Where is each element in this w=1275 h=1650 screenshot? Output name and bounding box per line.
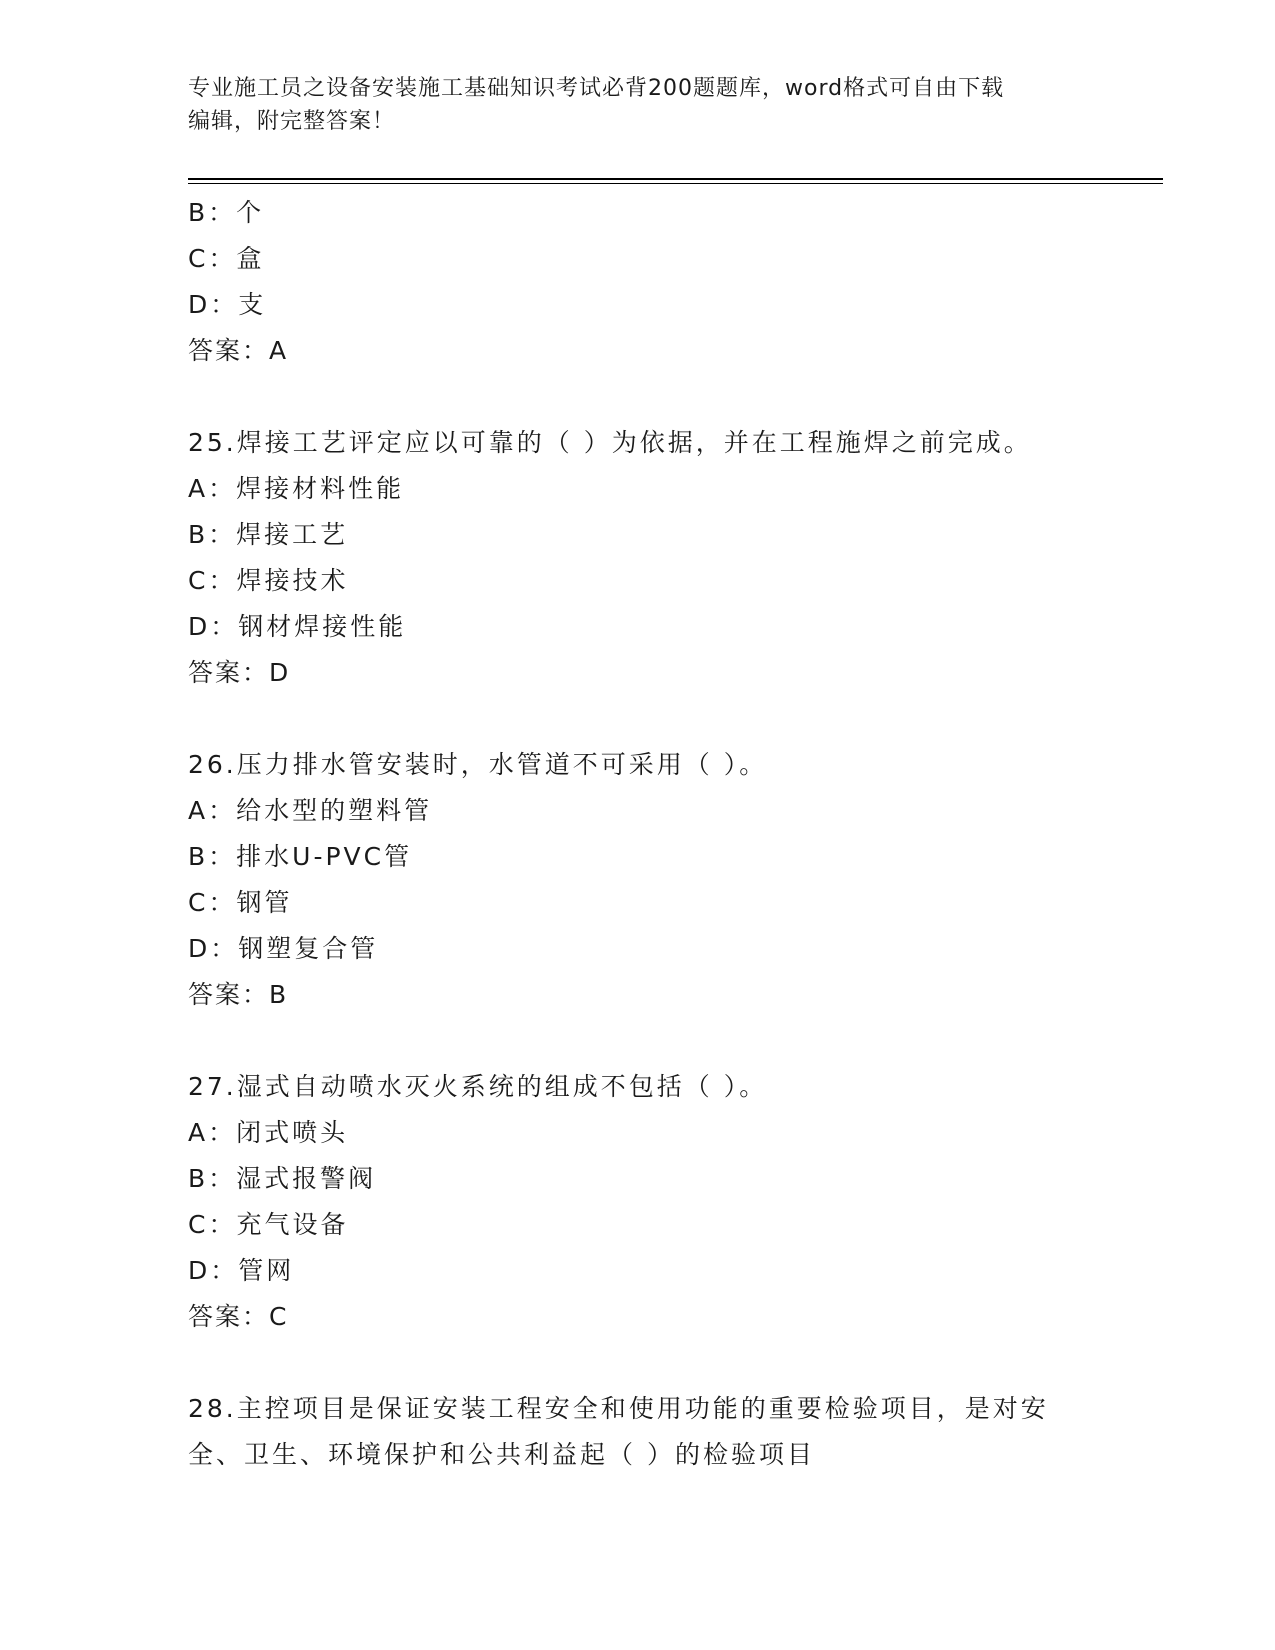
option-d: D：钢材焊接性能 (188, 612, 407, 641)
option-b: B：排水U-PVC管 (188, 842, 413, 871)
question-text: 27.湿式自动喷水灭火系统的组成不包括（ ）。 (188, 1072, 768, 1101)
option-b: B：个 (188, 198, 265, 227)
option-b: B：焊接工艺 (188, 520, 349, 549)
question-25 (188, 420, 1163, 696)
header-title-line-1: 专业施工员之设备安装施工基础知识考试必背200题题库，word格式可自由下载 (188, 76, 1005, 101)
option-b: B：湿式报警阀 (188, 1164, 377, 1193)
option-d: D：钢塑复合管 (188, 934, 379, 963)
header-title-line-2: 编辑，附完整答案！ (188, 109, 396, 134)
spacer (188, 1018, 1163, 1064)
document-header (188, 72, 1088, 138)
answer: 答案：D (188, 658, 291, 687)
option-a: A：闭式喷头 (188, 1118, 349, 1147)
question-text: 25.焊接工艺评定应以可靠的（ ）为依据，并在工程施焊之前完成。 (188, 428, 1032, 457)
question-26 (188, 742, 1163, 1018)
option-c: C：钢管 (188, 888, 293, 917)
option-a: A：焊接材料性能 (188, 474, 405, 503)
question-text: 26.压力排水管安装时，水管道不可采用（ ）。 (188, 750, 768, 779)
header-divider-thick (188, 178, 1163, 180)
question-27 (188, 1064, 1163, 1340)
answer: 答案：A (188, 336, 289, 365)
option-c: C：焊接技术 (188, 566, 349, 595)
question-24-continued (188, 190, 1163, 374)
spacer (188, 374, 1163, 420)
question-list (188, 190, 1163, 1478)
option-a: A：给水型的塑料管 (188, 796, 433, 825)
option-d: D：管网 (188, 1256, 295, 1285)
question-28 (188, 1386, 1163, 1478)
question-text: 28.主控项目是保证安装工程安全和使用功能的重要检验项目，是对安全、卫生、环境保护和公共利益起（ ）的检验项目 (188, 1394, 1049, 1469)
option-c: C：充气设备 (188, 1210, 349, 1239)
option-d: D：支 (188, 290, 267, 319)
document-page (188, 0, 1163, 1650)
option-c: C：盒 (188, 244, 265, 273)
answer: 答案：B (188, 980, 289, 1009)
spacer (188, 696, 1163, 742)
header-divider-thin (188, 183, 1163, 184)
spacer (188, 1340, 1163, 1386)
answer: 答案：C (188, 1302, 289, 1331)
